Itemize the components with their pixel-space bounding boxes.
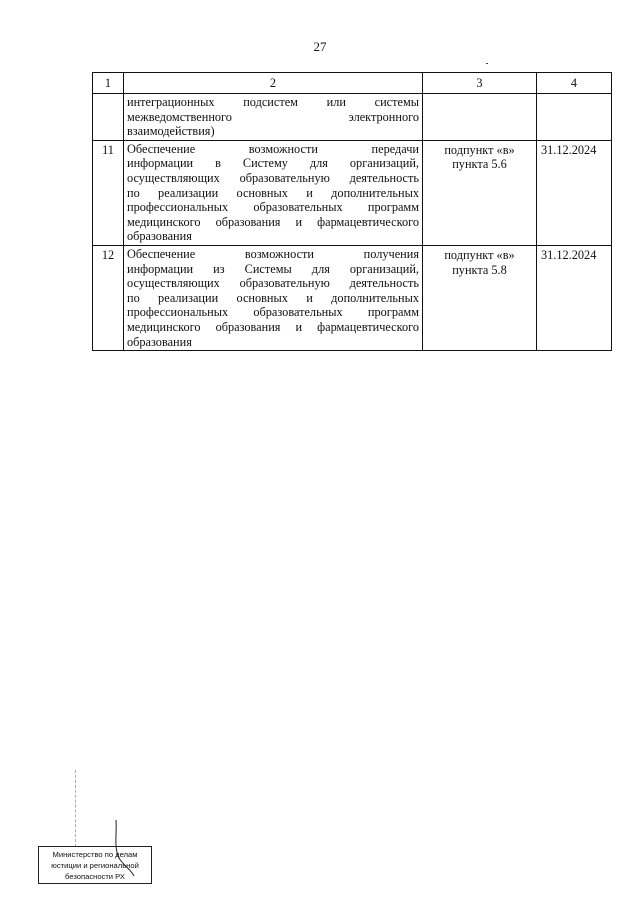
column-header: 1 bbox=[93, 73, 124, 94]
description-cell bbox=[124, 140, 423, 245]
text-line: осуществляющих образовательную деятельность bbox=[127, 276, 419, 291]
stamp-line: юстиции и региональной bbox=[51, 861, 139, 870]
reference-line: подпункт «в» bbox=[444, 142, 515, 157]
reference-line: подпункт «в» bbox=[444, 247, 515, 262]
text-line: информации в Систему для организаций, bbox=[127, 156, 419, 171]
text-line: по реализации основных и дополнительных bbox=[127, 185, 419, 200]
reference-cell bbox=[423, 140, 537, 245]
table-header-row bbox=[93, 73, 612, 94]
text-line: Обеспечение возможности передачи bbox=[127, 141, 419, 156]
description-cell bbox=[124, 245, 423, 350]
registration-stamp bbox=[38, 846, 152, 884]
text-line: медицинского образования и фармацевтического bbox=[127, 319, 419, 334]
text-line: образования bbox=[127, 334, 192, 349]
row-number-cell bbox=[93, 94, 124, 141]
column-header: 3 bbox=[423, 73, 537, 94]
table-row-continuation bbox=[93, 94, 612, 141]
reference-cell bbox=[423, 245, 537, 350]
row-number-cell: 11 bbox=[93, 140, 124, 245]
text-line: профессиональных образовательных программ bbox=[127, 200, 419, 215]
margin-line bbox=[75, 770, 77, 847]
row-number-cell: 12 bbox=[93, 245, 124, 350]
stamp-line: Министерство по делам bbox=[52, 850, 138, 859]
text-line: осуществляющих образовательную деятельность bbox=[127, 170, 419, 185]
text-line: информации из Системы для организаций, bbox=[127, 261, 419, 276]
table-row bbox=[93, 140, 612, 245]
date-cell: 31.12.2024 bbox=[537, 245, 612, 350]
column-header: 4 bbox=[537, 73, 612, 94]
page-number: 27 bbox=[313, 39, 327, 54]
stamp-line: безопасности РХ bbox=[65, 872, 125, 881]
date-cell: 31.12.2024 bbox=[537, 140, 612, 245]
document-table bbox=[92, 72, 612, 351]
text-line: профессиональных образовательных программ bbox=[127, 305, 419, 320]
date-cell bbox=[537, 94, 612, 141]
table-row bbox=[93, 245, 612, 350]
text-line: Обеспечение возможности получения bbox=[127, 246, 419, 261]
reference-line: пункта 5.6 bbox=[452, 157, 507, 172]
text-line: взаимодействия) bbox=[127, 124, 215, 139]
text-line: межведомственного электронного bbox=[127, 109, 419, 124]
scan-speck bbox=[486, 63, 488, 64]
column-header: 2 bbox=[124, 73, 423, 94]
text-line: медицинского образования и фармацевтического bbox=[127, 214, 419, 229]
reference-line: пункта 5.8 bbox=[452, 262, 507, 277]
text-line: по реализации основных и дополнительных bbox=[127, 290, 419, 305]
text-line: образования bbox=[127, 229, 192, 244]
text-line: интеграционных подсистем или системы bbox=[127, 95, 419, 109]
reference-cell bbox=[423, 94, 537, 141]
description-cell bbox=[124, 94, 423, 141]
